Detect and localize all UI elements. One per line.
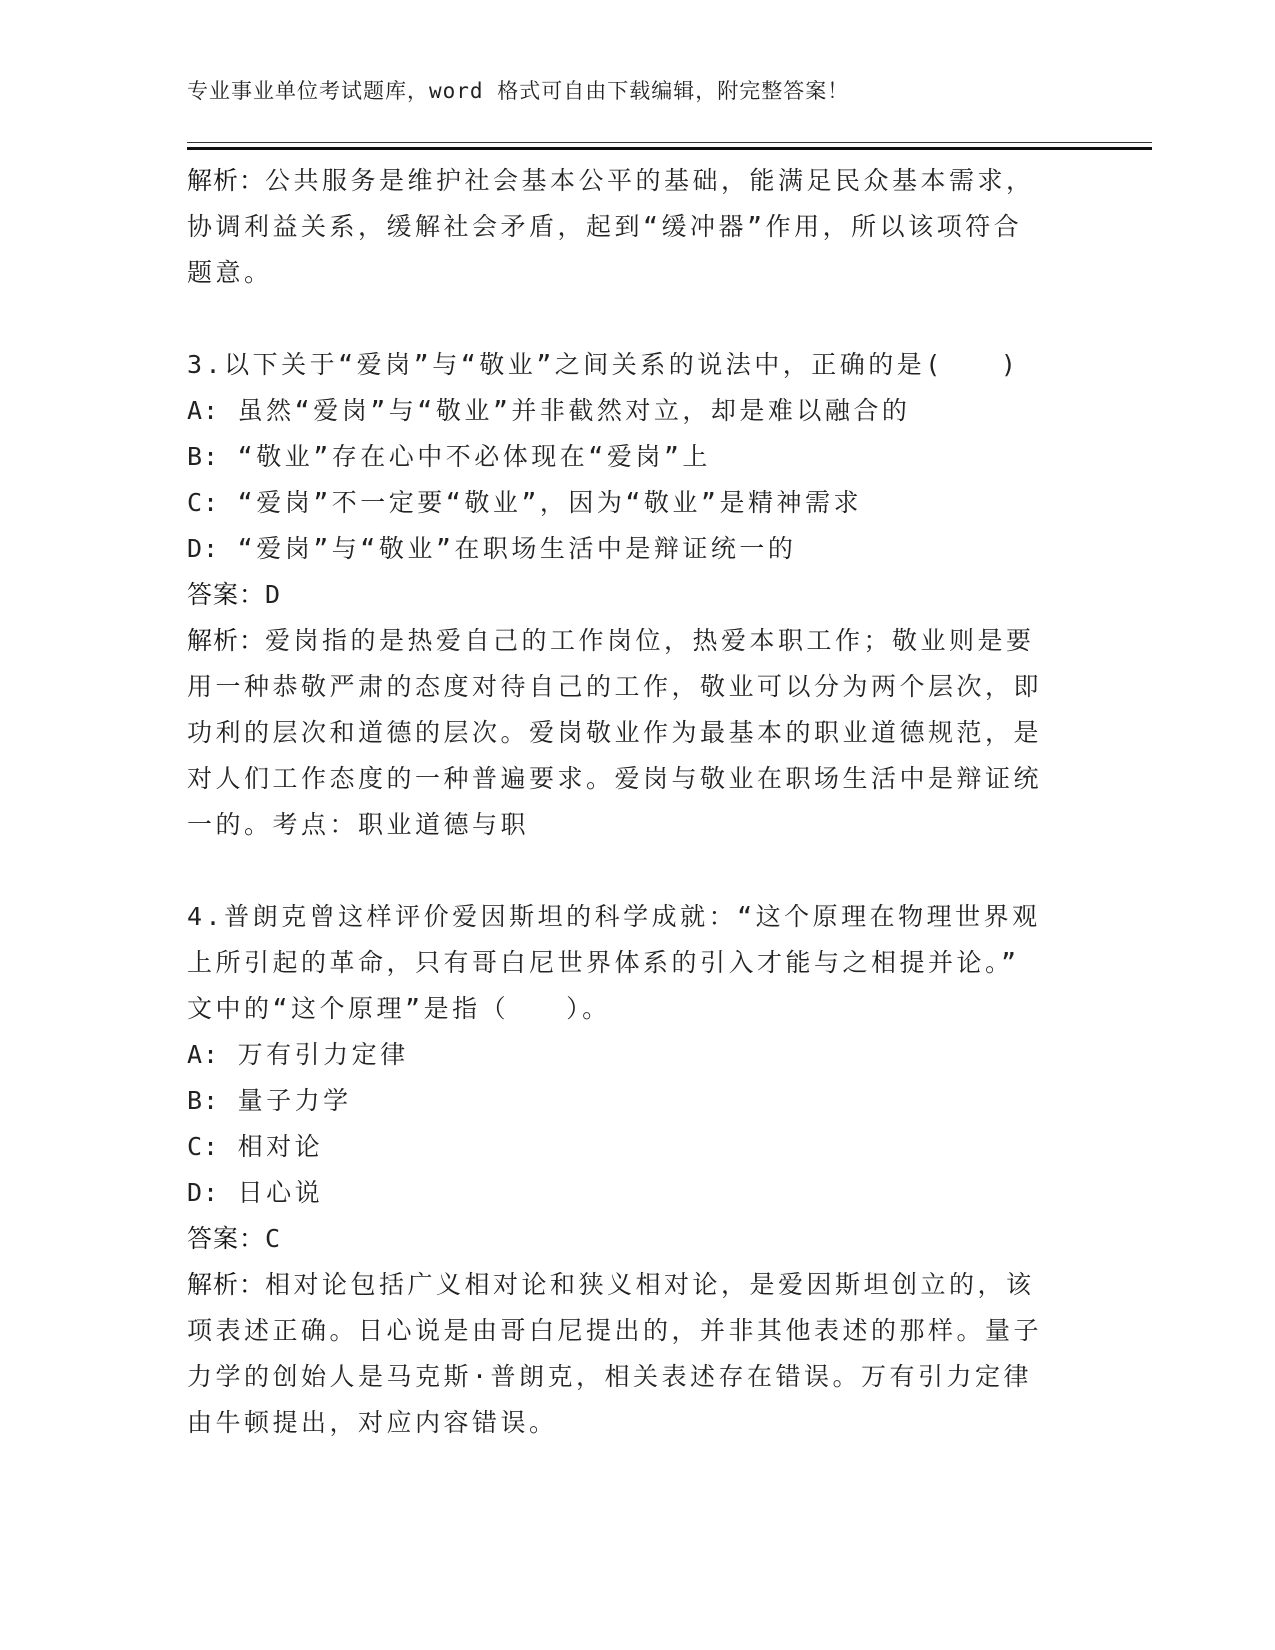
question-3-analysis-line: 对人们工作态度的一种普遍要求。爱岗与敬业在职场生活中是辩证统 — [187, 764, 1043, 793]
paragraph-gap — [187, 296, 1087, 342]
question-4-analysis-line: 由牛顿提出，对应内容错误。 — [187, 1408, 558, 1437]
question-3-option-c: C: “爱岗”不一定要“敬业”，因为“敬业”是精神需求 — [187, 488, 862, 517]
question-4-stem: 上所引起的革命，只有哥白尼世界体系的引入才能与之相提并论。” — [187, 948, 1020, 977]
analysis-line: 题意。 — [187, 258, 273, 287]
question-4-stem: 4.普朗克曾这样评价爱因斯坦的科学成就：“这个原理在物理世界观 — [187, 902, 1041, 931]
question-3-analysis-line: 功利的层次和道德的层次。爱岗敬业作为最基本的职业道德规范，是 — [187, 718, 1043, 747]
question-3-analysis-line: 解析：爱岗指的是热爱自己的工作岗位，热爱本职工作；敬业则是要 — [187, 626, 1035, 655]
analysis-label: 解析： — [187, 1270, 266, 1299]
analysis-line: 协调利益关系，缓解社会矛盾，起到“缓冲器”作用，所以该项符合 — [187, 212, 1023, 241]
question-4-option-d: D: 日心说 — [187, 1178, 324, 1207]
question-4-analysis-line: 解析：相对论包括广义相对论和狭义相对论，是爱因斯坦创立的，该 — [187, 1270, 1035, 1299]
question-3-option-a: A: 虽然“爱岗”与“敬业”并非截然对立，却是难以融合的 — [187, 396, 911, 425]
question-3-answer: 答案：D — [187, 580, 284, 609]
answer-label: 答案： — [187, 580, 266, 609]
analysis-label: 解析： — [187, 166, 266, 195]
analysis-label: 解析： — [187, 626, 266, 655]
document-body — [187, 158, 1087, 1446]
question-4-stem: 文中的“这个原理”是指（ ）。 — [187, 994, 611, 1023]
question-4-analysis-line: 力学的创始人是马克斯·普朗克，相关表述存在错误。万有引力定律 — [187, 1362, 1033, 1391]
question-4-option-a: A: 万有引力定律 — [187, 1040, 409, 1069]
header-divider-thick — [187, 147, 1152, 150]
question-4-analysis-line: 项表述正确。日心说是由哥白尼提出的，并非其他表述的那样。量子 — [187, 1316, 1043, 1345]
question-3-analysis-line: 用一种恭敬严肃的态度对待自己的工作，敬业可以分为两个层次，即 — [187, 672, 1043, 701]
header-divider-thin — [187, 142, 1152, 143]
question-4-answer: 答案：C — [187, 1224, 284, 1253]
question-4-option-b: B: 量子力学 — [187, 1086, 352, 1115]
question-3-analysis-line: 一的。考点：职业道德与职 — [187, 810, 530, 839]
question-3-stem: 3.以下关于“爱岗”与“敬业”之间关系的说法中，正确的是( ) — [187, 350, 1020, 379]
answer-label: 答案： — [187, 1224, 266, 1253]
analysis-line: 解析：公共服务是维护社会基本公平的基础，能满足民众基本需求， — [187, 166, 1035, 195]
question-3-option-b: B: “敬业”存在心中不必体现在“爱岗”上 — [187, 442, 711, 471]
question-4-option-c: C: 相对论 — [187, 1132, 324, 1161]
question-3-option-d: D: “爱岗”与“敬业”在职场生活中是辩证统一的 — [187, 534, 797, 563]
page-header: 专业事业单位考试题库，word 格式可自由下载编辑，附完整答案！ — [187, 79, 850, 103]
paragraph-gap — [187, 848, 1087, 894]
